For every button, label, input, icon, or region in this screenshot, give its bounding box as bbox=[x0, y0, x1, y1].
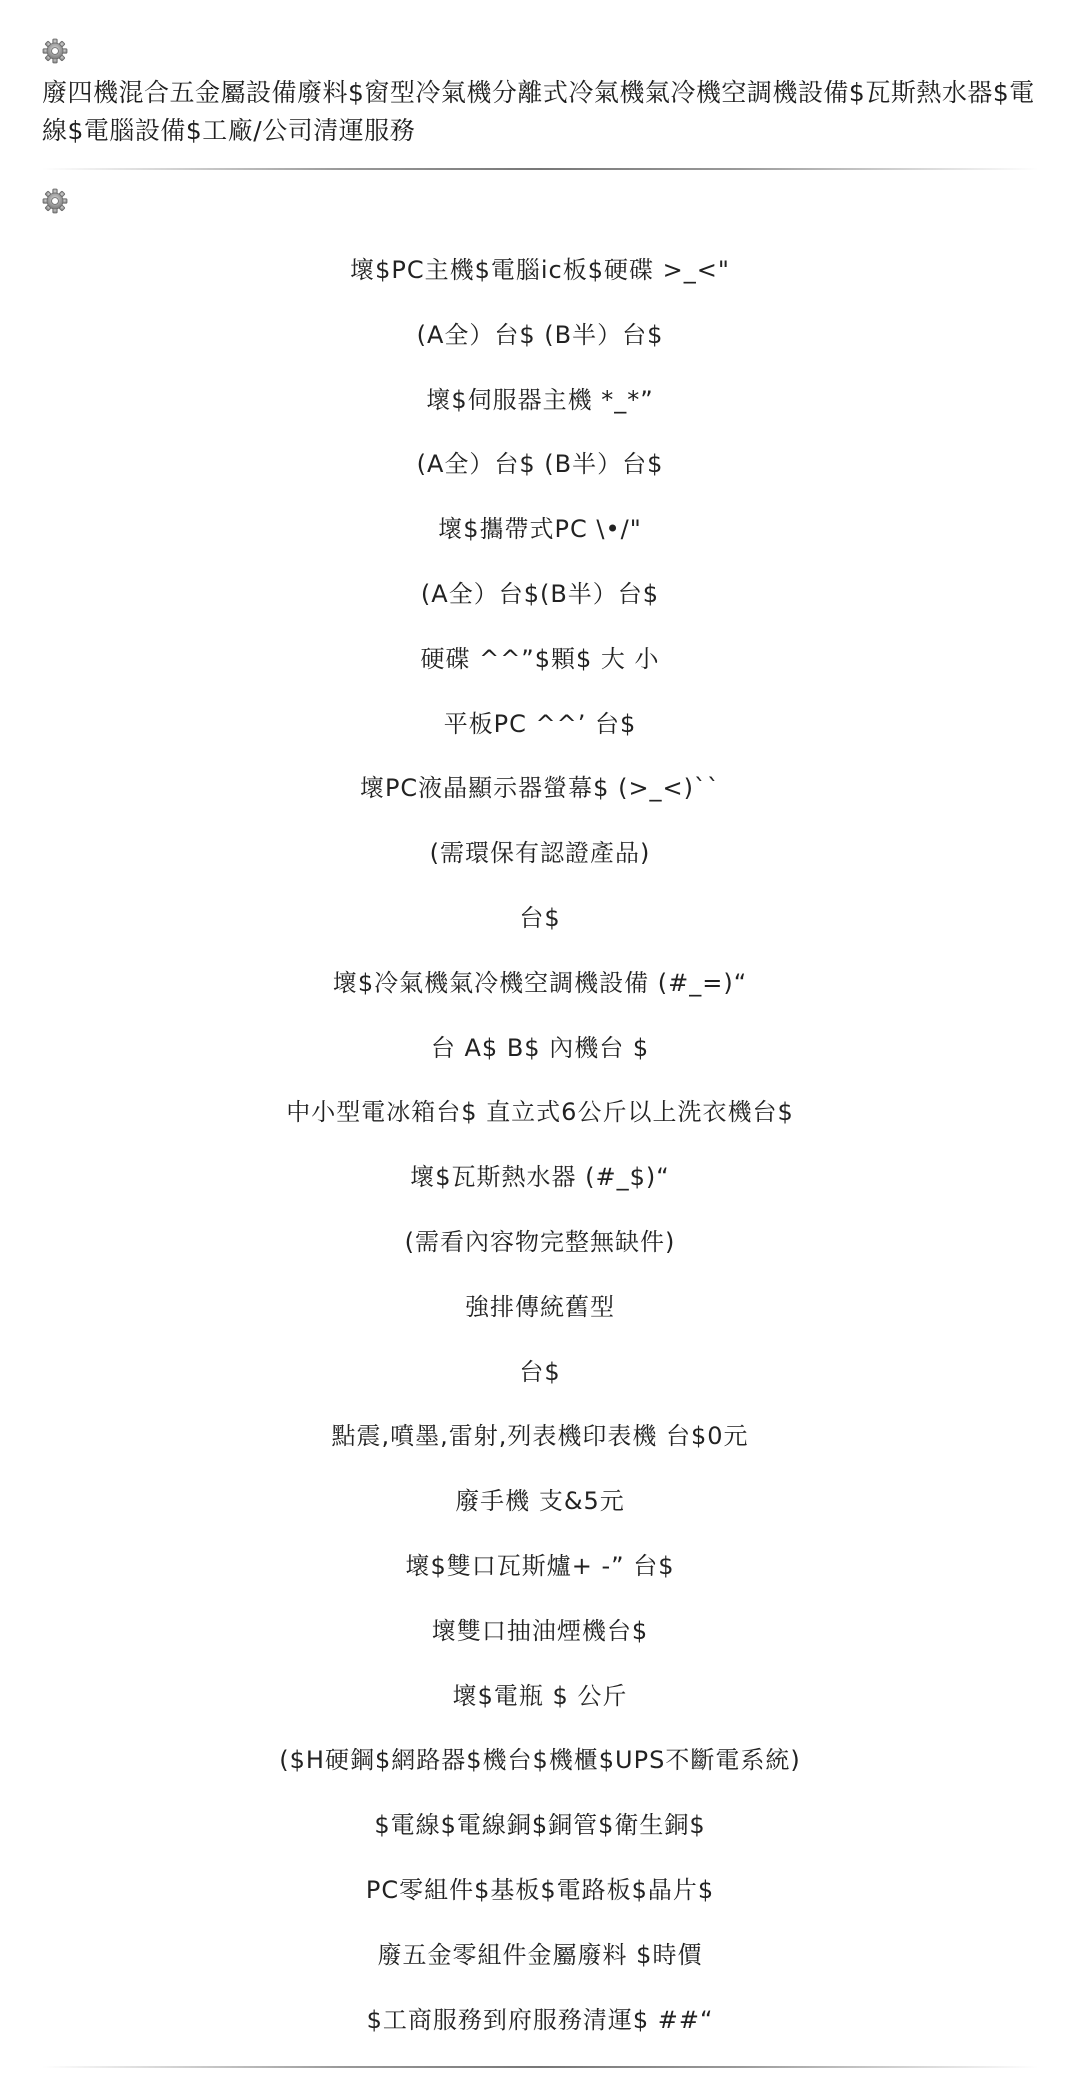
gear-icon bbox=[42, 38, 68, 64]
list-item: 中小型電冰箱台$ 直立式6公斤以上洗衣機台$ bbox=[286, 1098, 794, 1127]
list-item: 壞$電瓶 $ 公斤 bbox=[452, 1681, 628, 1710]
list-item: $工商服務到府服務清運$ ##“ bbox=[366, 2005, 714, 2034]
list-item: 台$ bbox=[519, 903, 561, 932]
list-item: 硬碟 ^^”$顆$ 大 小 bbox=[420, 644, 660, 673]
list-item: PC零組件$基板$電路板$晶片$ bbox=[365, 1875, 715, 1904]
list-item: 壞$雙口瓦斯爐+ -” 台$ bbox=[405, 1551, 675, 1580]
list-item: (A全）台$ (B半）台$ bbox=[416, 320, 664, 349]
list-item: 壞$PC主機$電腦ic板$硬碟 >_<" bbox=[350, 256, 730, 284]
list-item: 強排傳統舊型 bbox=[465, 1292, 615, 1321]
price-list bbox=[42, 238, 1038, 2052]
list-item: 壞$攜帶式PC \•/" bbox=[438, 515, 642, 544]
list-item: 平板PC ^^’ 台$ bbox=[443, 709, 637, 738]
header-text: 廢四機混合五金屬設備廢料$窗型冷氣機分離式冷氣機氣冷機空調機設備$瓦斯熱水器$電線$電腦設備$工廠/公司清運服務 bbox=[42, 78, 1035, 145]
list-item: (A全）台$(B半）台$ bbox=[420, 579, 660, 608]
list-item: 壞$冷氣機氣冷機空調機設備 (#_=)“ bbox=[332, 968, 748, 997]
list-item: 廢手機 支&5元 bbox=[455, 1487, 625, 1516]
list-item: (需看內容物完整無缺件) bbox=[404, 1227, 676, 1256]
list-item: 台 A$ B$ 內機台 $ bbox=[430, 1033, 650, 1062]
price-list-section bbox=[0, 170, 1080, 2052]
gear-icon bbox=[42, 188, 68, 214]
divider bbox=[42, 2066, 1038, 2068]
list-item: 壞PC液晶顯示器螢幕$ (>_<)`` bbox=[359, 774, 721, 803]
list-item: 壞$伺服器主機 *_*” bbox=[426, 385, 654, 414]
list-item: ($H硬鋼$網路器$機台$機櫃$UPS不斷電系統) bbox=[279, 1746, 801, 1775]
list-item: $電線$電線銅$銅管$衛生銅$ bbox=[374, 1811, 706, 1840]
list-item: 壞$瓦斯熱水器 (#_$)“ bbox=[410, 1163, 670, 1192]
list-item: 台$ bbox=[519, 1357, 561, 1386]
list-item: 點震,噴墨,雷射,列表機印表機 台$0元 bbox=[331, 1422, 749, 1451]
list-item: (需環保有認證產品) bbox=[429, 839, 651, 868]
header-section bbox=[0, 0, 1080, 150]
list-item: (A全）台$ (B半）台$ bbox=[416, 450, 664, 479]
list-item: 壞雙口抽油煙機台$ bbox=[431, 1616, 649, 1645]
list-item: 廢五金零組件金屬廢料 $時價 bbox=[377, 1940, 703, 1969]
